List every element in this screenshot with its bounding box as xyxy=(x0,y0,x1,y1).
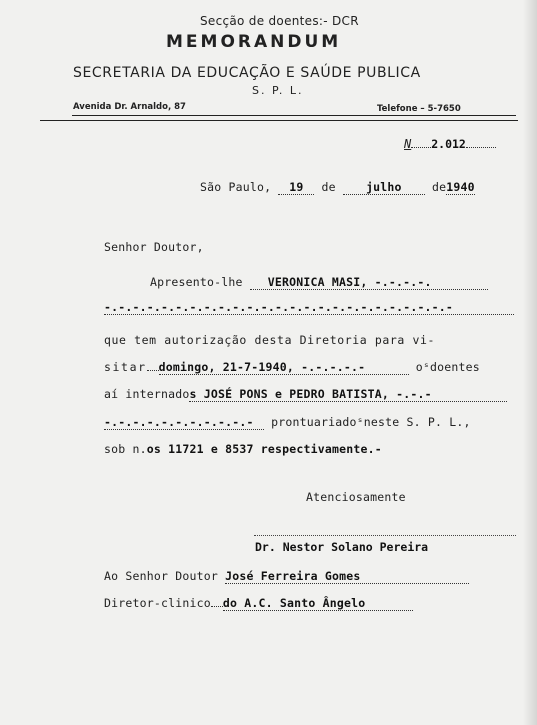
date-de-1: de xyxy=(321,180,336,194)
signature-name: Dr. Nestor Solano Pereira xyxy=(255,540,429,554)
address-text: Avenida Dr. Arnaldo, 87 xyxy=(73,102,186,112)
date-line xyxy=(200,180,475,195)
memo-number xyxy=(404,137,496,151)
salutation: Senhor Doutor, xyxy=(104,240,204,254)
date-month: julho xyxy=(343,180,425,195)
number-prefix: N xyxy=(404,137,412,151)
date-city: São Paulo, xyxy=(200,180,272,194)
closing: Atenciosamente xyxy=(306,490,406,504)
phone-text: Telefone – 5-7650 xyxy=(377,104,461,114)
line5-label: aí internado xyxy=(104,387,190,401)
header-rule-top xyxy=(72,115,516,116)
memo-title: MEMORANDUM xyxy=(166,32,342,52)
line4-end: oˢdoentes xyxy=(415,360,480,374)
body-line-5 xyxy=(104,387,507,402)
body-line-7 xyxy=(104,442,382,456)
line4-label: sitar xyxy=(104,360,147,374)
date-year: 1940 xyxy=(446,180,475,194)
date-de-2: de xyxy=(432,180,447,194)
addressee-line-1 xyxy=(104,569,469,584)
body-line-2 xyxy=(104,300,514,315)
number-value: 2.012 xyxy=(431,137,466,151)
signature-line xyxy=(254,535,516,536)
addressee-label-2: Diretor-clinico xyxy=(104,596,211,610)
line1-label: Apresento-lhe xyxy=(150,275,243,289)
department-name: SECRETARIA DA EDUCAÇÃO E SAÚDE PUBLICA xyxy=(73,65,421,81)
body-line-4 xyxy=(104,360,480,375)
visitor-name: VERONICA MASI, -.-.-.-. xyxy=(250,275,488,290)
line6-end: prontuariadoˢneste S. P. L., xyxy=(271,415,471,429)
line6-fill: -.-.-.-.-.-.-.-.-.-.- xyxy=(104,415,264,430)
addressee-institution: do A.C. Santo Ângelo xyxy=(223,596,413,611)
patients-names: s JOSÉ PONS e PEDRO BATISTA, -.-.- xyxy=(189,387,507,402)
addressee-label-1: Ao Senhor Doutor xyxy=(104,569,218,583)
record-numbers: os 11721 e 8537 respectivamente.- xyxy=(146,442,382,456)
visit-date: domingo, 21-7-1940, -.-.-.-.- xyxy=(159,360,409,375)
section-label: Secção de doentes:- DCR xyxy=(200,14,359,28)
addressee-line-2 xyxy=(104,596,413,611)
body-line-3: que tem autorização desta Diretoria para vi- xyxy=(104,333,436,347)
department-abbrev: S. P. L. xyxy=(252,84,304,97)
line7-label: sob n. xyxy=(104,442,147,456)
date-day: 19 xyxy=(278,180,314,195)
body-line-1 xyxy=(150,275,488,290)
body-line-6 xyxy=(104,415,471,430)
line2-fill: -.-.-.-.-.-.-.-.-.-.-.-.-.-.-.-.-.-.-.-.-.-.-.-.- xyxy=(104,300,514,315)
addressee-name: José Ferreira Gomes xyxy=(225,569,469,584)
header-rule-bottom xyxy=(40,120,518,121)
